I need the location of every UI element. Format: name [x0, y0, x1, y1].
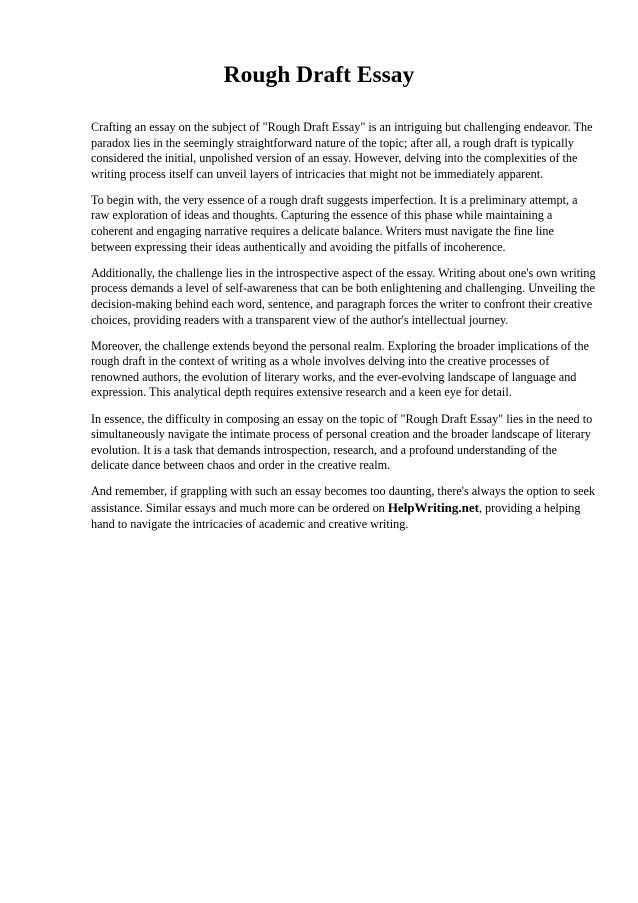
closing-text-after: , providing a helping hand to navigate the intricacies of academic and creative writing. [91, 500, 581, 531]
paragraph-5: In essence, the difficulty in composing an essay on the topic of "Rough Draft Essay" lies in the need to simultaneously navigate the intimate process of personal creation and the broader landscape of literary evolution. It is a task that demands introspection, research, and a profound understanding of the delicate dance between chaos and order in the creative realm. [91, 411, 593, 473]
closing-paragraph [91, 484, 597, 532]
closing-text-before: And remember, if grappling with such an essay becomes too daunting, there's always the option to seek assistance. Similar essays and much more can be ordered on [91, 484, 595, 515]
paragraph-2: To begin with, the very essence of a rough draft suggests imperfection. It is a preliminary attempt, a raw exploration of ideas and thoughts. Capturing the essence of this phase while maintaining a coherent and engaging narrative requires a delicate balance. Writers must navigate the fine line between expressing their ideas authentically and avoiding the pitfalls of incoherence. [91, 192, 578, 254]
paragraph-3: Additionally, the challenge lies in the introspective aspect of the essay. Writing about one's own writing process demands a level of self-awareness that can be both enlightening and challenging. Unveiling the decision-making behind each word, sentence, and paragraph forces the writer to confront their creative choices, providing readers with a transparent view of the author's intellectual journey. [91, 265, 596, 327]
paragraph-4: Moreover, the challenge extends beyond the personal realm. Exploring the broader implications of the rough draft in the context of writing as a whole involves delving into the creative processes of renowned authors, the evolution of literary works, and the ever-evolving landscape of language and expression. This analytical depth requires extensive research and a keen eye for detail. [91, 338, 590, 400]
document-title: Rough Draft Essay [223, 62, 415, 88]
document-body [91, 120, 597, 543]
helpwriting-link[interactable]: HelpWriting.net [387, 499, 479, 515]
paragraph-1: Crafting an essay on the subject of "Rough Draft Essay" is an intriguing but challenging endeavor. The paradox lies in the seemingly straightforward nature of the topic; after all, a rough draft is typically considered the initial, unpolished version of an essay. However, delving into the complexities of the writing process itself can unveil layers of intricacies that might not be immediately apparent. [91, 120, 593, 181]
